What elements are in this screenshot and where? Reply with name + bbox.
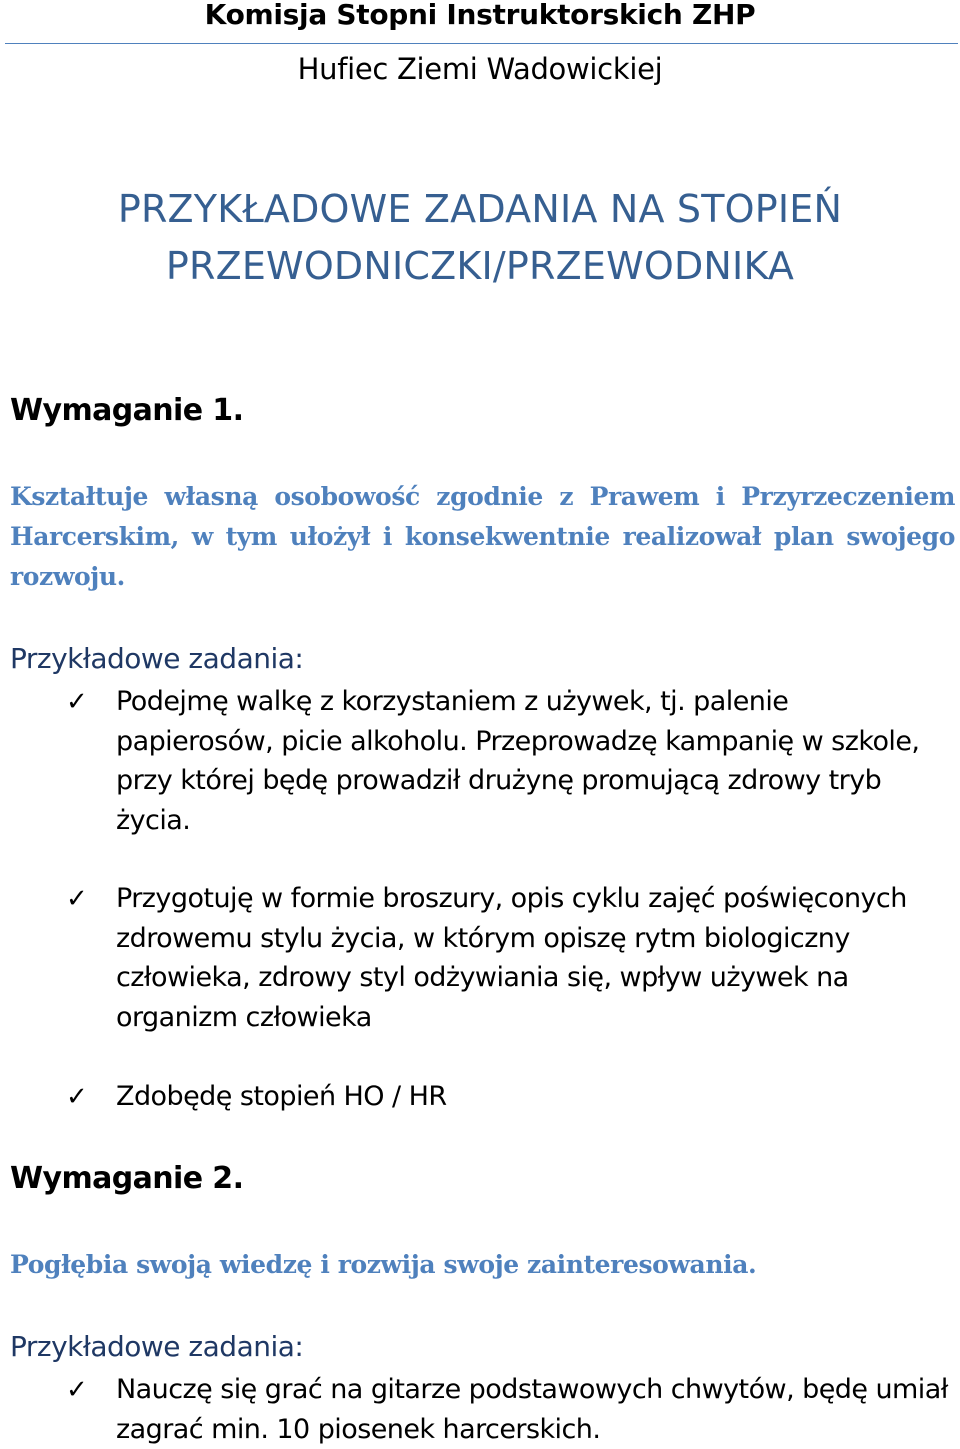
- requirement-2-heading: Wymaganie 2.: [10, 1161, 244, 1196]
- requirement-1-examples-label: Przykładowe zadania:: [10, 642, 304, 675]
- checkmark-icon: ✓: [66, 1082, 88, 1112]
- header-divider: [5, 43, 958, 44]
- task-text: Podejmę walkę z korzystaniem z używek, tj. palenie papierosów, picie alkoholu. Przeprowadzę kampanię w szkole, przy której będę prowadził drużynę promującą zdrowy tryb życia.: [116, 686, 920, 836]
- header-unit: Hufiec Ziemi Wadowickiej: [297, 52, 663, 86]
- checkmark-icon: ✓: [66, 1375, 88, 1405]
- checkmark-icon: ✓: [66, 884, 88, 914]
- header-organization: Komisja Stopni Instruktorskich ZHP: [204, 0, 756, 31]
- page-title-line-2: PRZEWODNICZKI/PRZEWODNIKA: [165, 244, 795, 288]
- page-title-line-1: PRZYKŁADOWE ZADANIA NA STOPIEŃ: [117, 187, 843, 231]
- checkmark-icon: ✓: [66, 687, 88, 717]
- task-text: Zdobędę stopień HO / HR: [116, 1081, 447, 1112]
- requirement-2-text: Pogłębia swoją wiedzę i rozwija swoje zainteresowania.: [10, 1250, 757, 1279]
- requirement-1-heading: Wymaganie 1.: [10, 393, 244, 428]
- task-text: Nauczę się grać na gitarze podstawowych chwytów, będę umiał zagrać min. 10 piosenek harcerskich.: [116, 1374, 948, 1445]
- task-text: Przygotuję w formie broszury, opis cyklu zajęć poświęconych zdrowemu stylu życia, w którym opiszę rytm biologiczny człowieka, zdrowy styl odżywiania się, wpływ używek na organizm człowieka: [116, 883, 907, 1033]
- requirement-1-text: Kształtuje własną osobowość zgodnie z Prawem i Przyrzeczeniem Harcerskim, w tym ułożył i konsekwentnie realizował plan swojego rozwoju.: [10, 482, 955, 591]
- requirement-2-examples-label: Przykładowe zadania:: [10, 1330, 304, 1363]
